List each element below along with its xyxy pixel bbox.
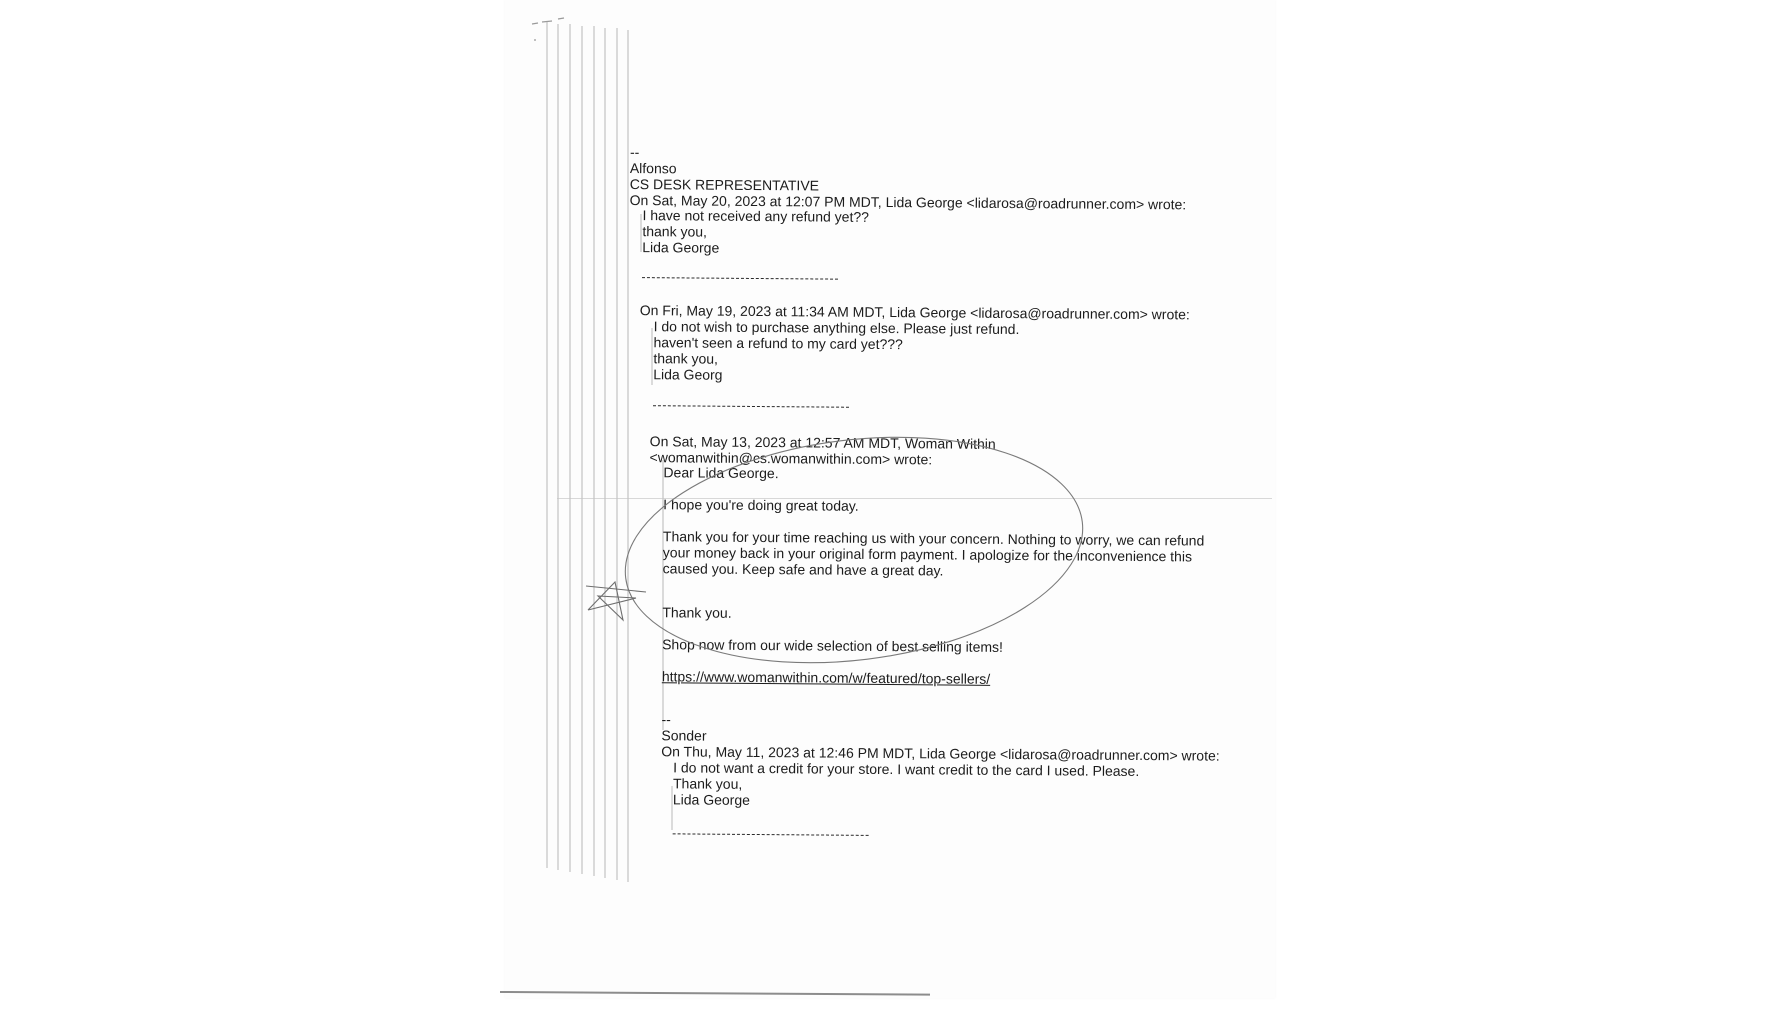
message-separator <box>653 405 849 408</box>
promo-text: Shop now from our wide selection of best selling items! <box>662 636 1004 655</box>
message-header: On Sat, May 20, 2023 at 12:07 PM MDT, Lida George <lidarosa@roadrunner.com> wrote: <box>629 191 1187 213</box>
message-line: I have not received any refund yet?? <box>642 207 870 225</box>
message-separator <box>642 277 838 280</box>
closing: Thank you. <box>662 604 732 621</box>
signature-role: CS DESK REPRESENTATIVE <box>629 175 820 194</box>
message-header: On Sat, May 13, 2023 at 12:57 AM MDT, Woman Within <box>649 433 996 452</box>
message-line: I do not want a credit for your store. I want credit to the card I used. Please. <box>673 759 1140 780</box>
message-header: On Thu, May 11, 2023 at 12:46 PM MDT, Lida George <lidarosa@roadrunner.com> wrote: <box>661 743 1220 764</box>
message-line: thank you, <box>642 223 708 240</box>
greeting: Dear Lida George. <box>663 464 779 482</box>
message-line: Lida George <box>672 791 751 808</box>
message-line: Lida Georg <box>653 366 723 383</box>
top-sellers-link[interactable]: https://www.womanwithin.com/w/featured/top-sellers/ <box>661 668 991 687</box>
message-separator <box>673 833 869 836</box>
signature-name: Sonder <box>661 727 707 744</box>
message-line: thank you, <box>653 350 719 367</box>
message-header: <womanwithin@cs.womanwithin.com> wrote: <box>649 449 933 468</box>
message-line: I do not wish to purchase anything else. Please just refund. <box>653 318 1020 338</box>
paragraph: caused you. Keep safe and have a great day. <box>662 560 944 579</box>
message-header: On Fri, May 19, 2023 at 11:34 AM MDT, Lida George <lidarosa@roadrunner.com> wrote: <box>639 302 1190 323</box>
message-line: Lida George <box>642 239 720 256</box>
message-line: haven't seen a refund to my card yet??? <box>653 334 903 353</box>
message-line: Thank you, <box>672 775 743 792</box>
signature-dash: -- <box>661 711 671 728</box>
paragraph: your money back in your original form payment. I apologize for the inconvenience this <box>662 544 1193 565</box>
paragraph: I hope you're doing great today. <box>663 496 859 514</box>
signature-name: Alfonso <box>629 159 677 177</box>
paragraph: Thank you for your time reaching us with your concern. Nothing to worry, we can refund <box>662 528 1205 549</box>
signature-dash: -- <box>629 144 640 161</box>
